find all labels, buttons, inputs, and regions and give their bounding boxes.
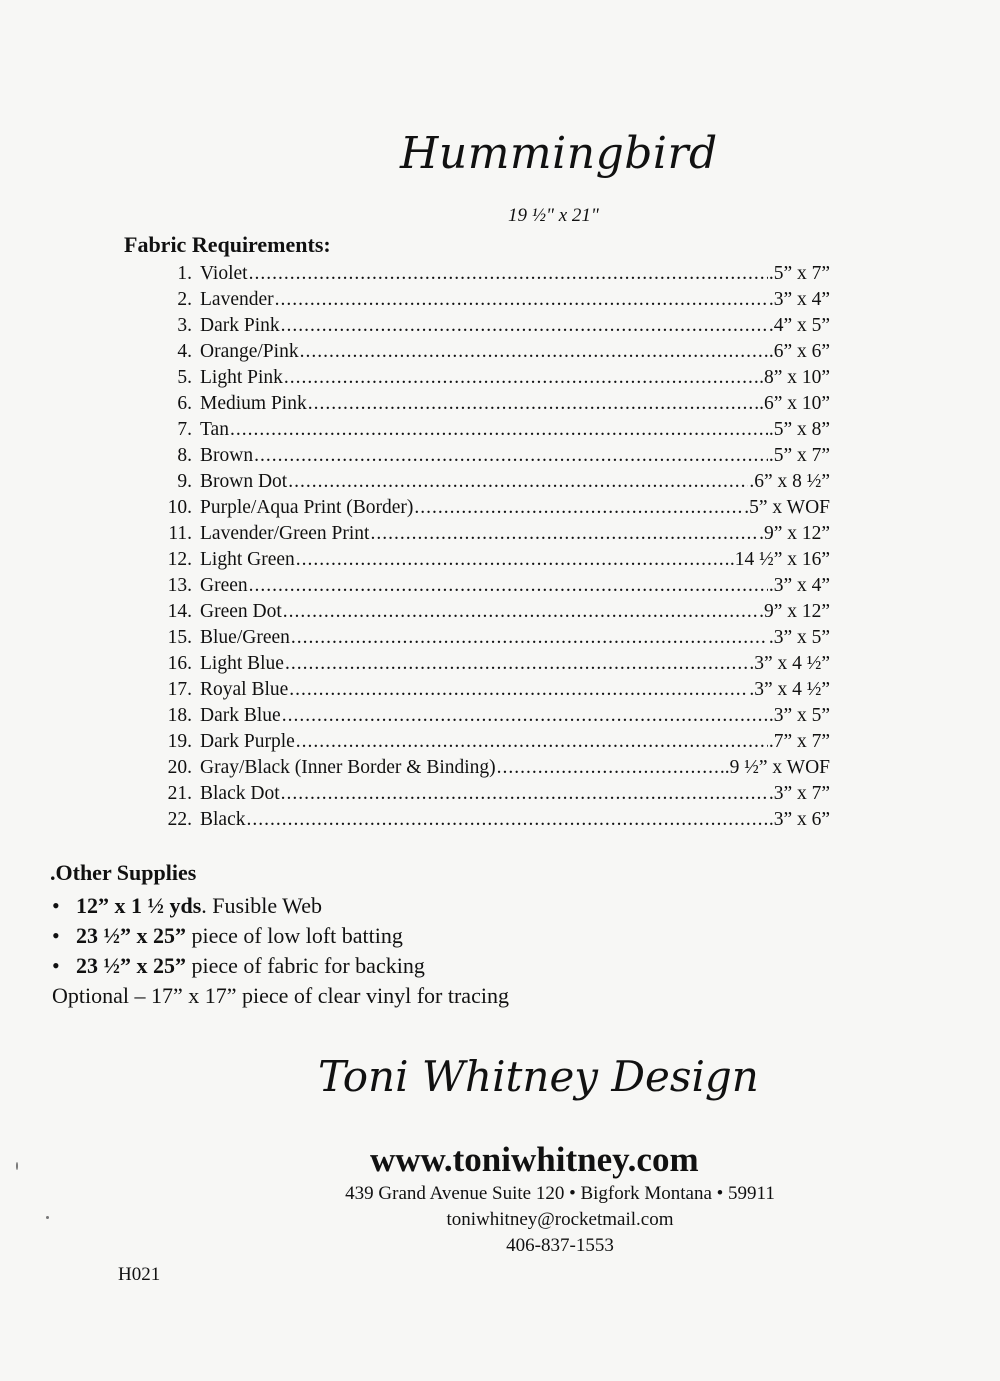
fabric-item-number: 19.: [167, 731, 192, 752]
fabric-requirements-heading: Fabric Requirements:: [124, 232, 331, 257]
fabric-item-name: Gray/Black (Inner Border & Binding): [200, 757, 496, 778]
dot-leader: [414, 495, 743, 521]
dot-leader: [291, 625, 768, 651]
fabric-item-number: 7.: [177, 419, 192, 440]
dot-leader: [246, 807, 767, 833]
other-supplies-list: [52, 891, 425, 981]
fabric-item-name: Purple/Aqua Print (Border): [200, 497, 414, 518]
fabric-item: [140, 313, 830, 339]
fabric-item-number: 6.: [177, 393, 192, 414]
phone-number: 406-837-1553: [506, 1235, 614, 1256]
fabric-item-name: Royal Blue: [200, 679, 289, 700]
fabric-item-name: Black Dot: [200, 783, 280, 804]
brand-logo-text: Toni Whitney Design: [318, 1052, 759, 1101]
dot-leader: [300, 339, 768, 365]
fabric-item-number: 10.: [167, 497, 192, 518]
fabric-item-number: 1.: [177, 263, 192, 284]
fabric-item-name: Tan: [200, 419, 229, 440]
fabric-item-number: 22.: [167, 809, 192, 830]
dot-leader: [281, 781, 768, 807]
fabric-item-name: Lavender/Green Print: [200, 523, 370, 544]
fabric-item: [140, 469, 830, 495]
fabric-item-number: 9.: [177, 471, 192, 492]
fabric-requirements-list: [140, 261, 830, 833]
fabric-item-name: Black: [200, 809, 246, 830]
website-link[interactable]: www.toniwhitney.com: [370, 1140, 699, 1179]
supply-description: . Fusible Web: [201, 893, 322, 918]
fabric-item-dimension: .9” x 12”: [759, 601, 830, 622]
fabric-item-dimension: .3” x 4 ½”: [749, 679, 830, 700]
supply-item: [52, 951, 425, 981]
dot-leader: [308, 391, 758, 417]
fabric-item-number: 15.: [167, 627, 192, 648]
fabric-item-dimension: .3” x 5”: [768, 627, 830, 648]
fabric-item-number: 2.: [177, 289, 192, 310]
fabric-item-dimension: .9 ½” x WOF: [724, 757, 830, 778]
fabric-item: [140, 521, 830, 547]
supply-quantity: 23 ½” x 25”: [76, 923, 186, 948]
supply-description: piece of low loft batting: [186, 923, 403, 948]
supply-item: [52, 921, 425, 951]
fabric-item: [140, 651, 830, 677]
fabric-item-dimension: .3” x 5”: [768, 705, 830, 726]
supply-item: [52, 891, 425, 921]
fabric-item: [140, 417, 830, 443]
other-supplies-heading: .Other Supplies: [50, 860, 197, 885]
fabric-item-name: Green Dot: [200, 601, 282, 622]
fabric-item-name: Blue/Green: [200, 627, 290, 648]
fabric-item-number: 21.: [167, 783, 192, 804]
fabric-item-dimension: .3” x 4”: [768, 575, 830, 596]
dot-leader: [289, 677, 748, 703]
dot-leader: [283, 599, 758, 625]
fabric-item: [140, 625, 830, 651]
bullet-icon: •: [52, 893, 60, 918]
fabric-item-dimension: .3” x 7”: [768, 783, 830, 804]
dot-leader: [230, 417, 768, 443]
fabric-item-name: Lavender: [200, 289, 274, 310]
fabric-item: [140, 365, 830, 391]
fabric-item-name: Brown Dot: [200, 471, 288, 492]
fabric-item-dimension: .6” x 6”: [768, 341, 830, 362]
fabric-item-name: Brown: [200, 445, 254, 466]
fabric-item-name: Light Pink: [200, 367, 283, 388]
fabric-item-number: 13.: [167, 575, 192, 596]
fabric-item: [140, 391, 830, 417]
fabric-item-dimension: .8” x 10”: [759, 367, 830, 388]
fabric-item-dimension: .5” x 7”: [768, 263, 830, 284]
fabric-item-number: 11.: [168, 523, 192, 544]
dot-leader: [370, 521, 758, 547]
fabric-item-name: Green: [200, 575, 248, 596]
fabric-item-name: Dark Pink: [200, 315, 280, 336]
fabric-item-dimension: .7” x 7”: [768, 731, 830, 752]
dot-leader: [284, 365, 758, 391]
fabric-item-number: 16.: [167, 653, 192, 674]
dot-leader: [281, 313, 768, 339]
fabric-item-name: Medium Pink: [200, 393, 307, 414]
fabric-item: [140, 677, 830, 703]
fabric-item-dimension: .4” x 5”: [768, 315, 830, 336]
supply-description: piece of fabric for backing: [186, 953, 425, 978]
dot-leader: [282, 703, 768, 729]
email-link[interactable]: toniwhitney@rocketmail.com: [446, 1209, 674, 1230]
fabric-item-dimension: .5” x WOF: [744, 497, 830, 518]
fabric-item-name: Light Green: [200, 549, 295, 570]
fabric-item-number: 18.: [167, 705, 192, 726]
dot-leader: [288, 469, 748, 495]
fabric-item-dimension: .6” x 8 ½”: [749, 471, 830, 492]
paper-speck: [46, 1216, 49, 1219]
fabric-item: [140, 287, 830, 313]
fabric-item-name: Dark Purple: [200, 731, 295, 752]
finished-size: 19 ½" x 21": [508, 205, 599, 226]
dot-leader: [275, 287, 768, 313]
supply-quantity: 12” x 1 ½ yds: [76, 893, 202, 918]
fabric-item: [140, 807, 830, 833]
fabric-item: [140, 755, 830, 781]
fabric-item-number: 3.: [177, 315, 192, 336]
fabric-item-number: 20.: [167, 757, 192, 778]
fabric-item: [140, 495, 830, 521]
fabric-item: [140, 547, 830, 573]
fabric-item: [140, 443, 830, 469]
fabric-item-number: 14.: [167, 601, 192, 622]
paper-speck: [16, 1162, 18, 1170]
fabric-item-number: 12.: [167, 549, 192, 570]
fabric-item-dimension: .3” x 4”: [768, 289, 830, 310]
fabric-item-name: Dark Blue: [200, 705, 281, 726]
supply-quantity: 23 ½” x 25”: [76, 953, 186, 978]
dot-leader: [249, 261, 768, 287]
fabric-item-number: 4.: [177, 341, 192, 362]
fabric-item: [140, 261, 830, 287]
dot-leader: [249, 573, 768, 599]
fabric-item-dimension: .14 ½” x 16”: [729, 549, 830, 570]
fabric-item-name: Violet: [200, 263, 248, 284]
dot-leader: [254, 443, 768, 469]
fabric-item-dimension: .6” x 10”: [759, 393, 830, 414]
fabric-item-number: 17.: [167, 679, 192, 700]
mailing-address: 439 Grand Avenue Suite 120 • Bigfork Montana • 59911: [345, 1183, 775, 1204]
fabric-item: [140, 781, 830, 807]
fabric-item-dimension: .5” x 7”: [768, 445, 830, 466]
fabric-item-dimension: .5” x 8”: [768, 419, 830, 440]
pattern-title: Hummingbird: [400, 128, 718, 179]
dot-leader: [285, 651, 748, 677]
pattern-code: H021: [118, 1264, 161, 1285]
optional-supply: Optional – 17” x 17” piece of clear vinyl for tracing: [52, 983, 509, 1008]
fabric-item-name: Orange/Pink: [200, 341, 299, 362]
fabric-item-dimension: .3” x 6”: [768, 809, 830, 830]
dot-leader: [497, 755, 724, 781]
fabric-item-dimension: .9” x 12”: [759, 523, 830, 544]
fabric-item: [140, 573, 830, 599]
fabric-item: [140, 703, 830, 729]
fabric-item: [140, 339, 830, 365]
fabric-item: [140, 729, 830, 755]
fabric-item-name: Light Blue: [200, 653, 284, 674]
dot-leader: [296, 729, 768, 755]
fabric-item: [140, 599, 830, 625]
fabric-item-number: 5.: [177, 367, 192, 388]
dot-leader: [296, 547, 729, 573]
bullet-icon: •: [52, 953, 60, 978]
bullet-icon: •: [52, 923, 60, 948]
fabric-item-dimension: .3” x 4 ½”: [749, 653, 830, 674]
fabric-item-number: 8.: [177, 445, 192, 466]
